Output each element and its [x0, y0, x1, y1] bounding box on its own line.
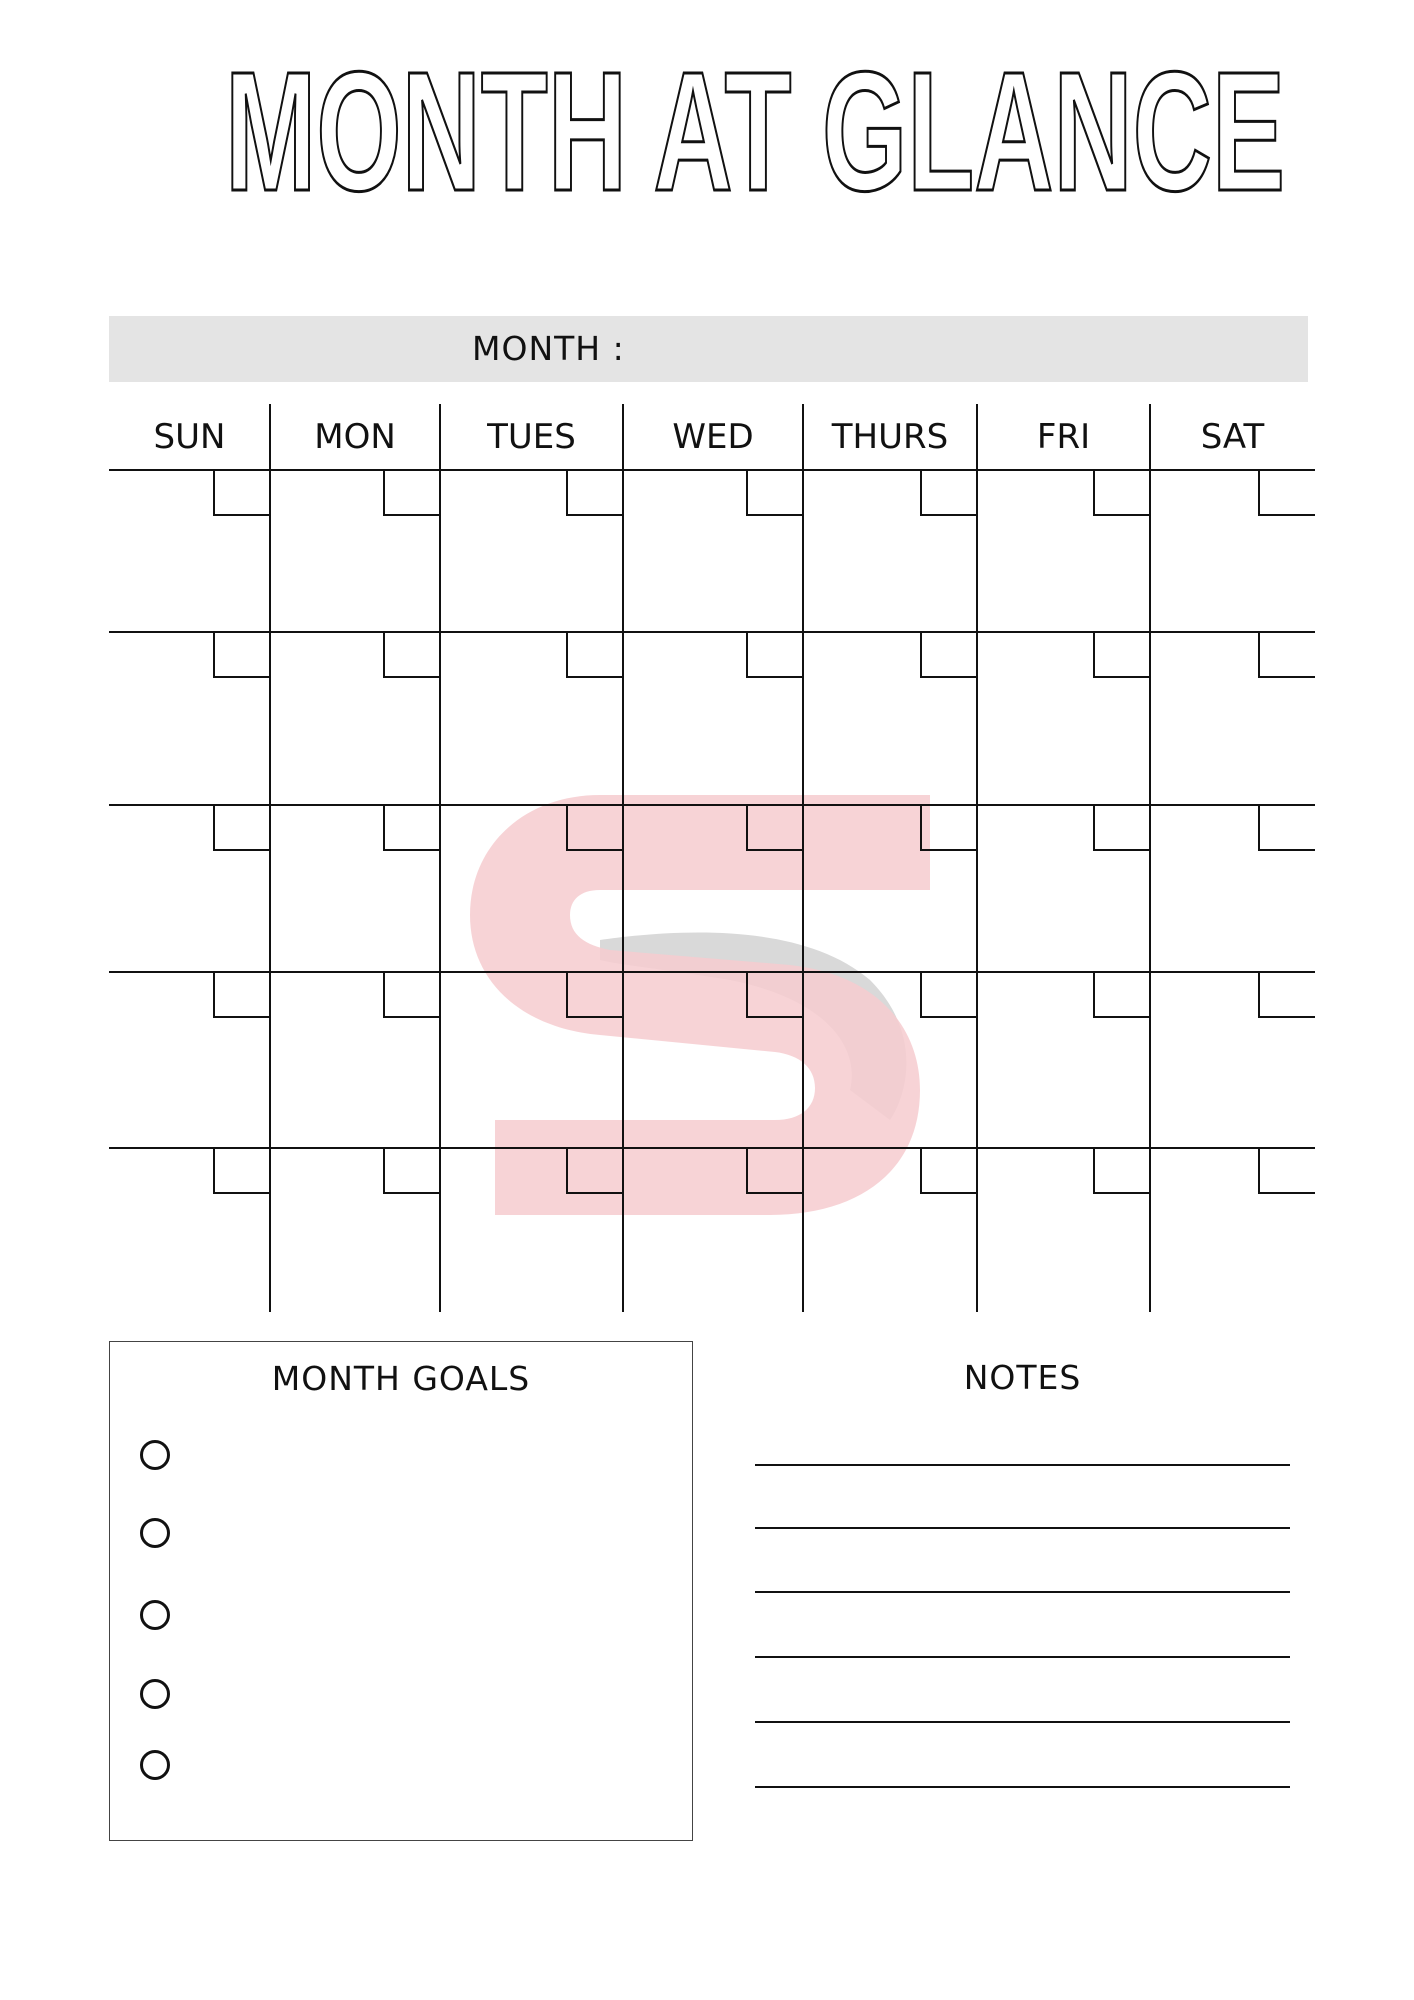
month-goals-box	[109, 1341, 693, 1841]
date-box[interactable]	[1259, 1148, 1315, 1193]
date-box[interactable]	[921, 470, 977, 515]
date-box[interactable]	[384, 632, 440, 677]
date-box[interactable]	[567, 632, 623, 677]
day-header-mon: MON	[314, 417, 396, 457]
date-box[interactable]	[214, 470, 270, 515]
date-box[interactable]	[1094, 632, 1150, 677]
goal-checkbox[interactable]	[140, 1518, 170, 1548]
date-box[interactable]	[567, 972, 623, 1017]
date-box[interactable]	[214, 972, 270, 1017]
date-box[interactable]	[1094, 972, 1150, 1017]
day-header-sun: SUN	[153, 417, 226, 457]
month-label: MONTH :	[472, 329, 625, 368]
date-box[interactable]	[921, 1148, 977, 1193]
day-header-thurs: THURS	[831, 417, 949, 457]
goal-checkbox[interactable]	[140, 1600, 170, 1630]
goal-checkbox[interactable]	[140, 1440, 170, 1470]
date-box[interactable]	[1094, 805, 1150, 850]
date-box[interactable]	[747, 632, 803, 677]
note-line[interactable]	[755, 1591, 1290, 1593]
note-line[interactable]	[755, 1464, 1290, 1466]
date-box[interactable]	[384, 470, 440, 515]
goal-checkbox[interactable]	[140, 1679, 170, 1709]
date-box[interactable]	[567, 805, 623, 850]
date-box[interactable]	[214, 1148, 270, 1193]
date-box[interactable]	[747, 805, 803, 850]
date-box[interactable]	[747, 470, 803, 515]
day-header-sat: SAT	[1200, 417, 1265, 457]
day-header-fri: FRI	[1036, 417, 1091, 457]
month-goals-title: MONTH GOALS	[271, 1359, 531, 1398]
day-header-wed: WED	[672, 417, 754, 457]
date-box[interactable]	[1094, 470, 1150, 515]
date-box[interactable]	[921, 972, 977, 1017]
date-box[interactable]	[1259, 470, 1315, 515]
day-header-tues: TUES	[487, 417, 576, 457]
goal-checkbox[interactable]	[140, 1750, 170, 1780]
date-box[interactable]	[921, 632, 977, 677]
date-box[interactable]	[384, 805, 440, 850]
date-box[interactable]	[384, 1148, 440, 1193]
note-line[interactable]	[755, 1656, 1290, 1658]
note-line[interactable]	[755, 1786, 1290, 1788]
date-box[interactable]	[1259, 805, 1315, 850]
date-box[interactable]	[214, 632, 270, 677]
date-box[interactable]	[567, 1148, 623, 1193]
date-box[interactable]	[567, 470, 623, 515]
date-box[interactable]	[921, 805, 977, 850]
date-box[interactable]	[1259, 972, 1315, 1017]
notes-title: NOTES	[963, 1358, 1082, 1397]
note-line[interactable]	[755, 1721, 1290, 1723]
date-box[interactable]	[1094, 1148, 1150, 1193]
page-title-text: MONTH AT GLANCE	[225, 58, 1285, 208]
date-box[interactable]	[747, 1148, 803, 1193]
date-box[interactable]	[384, 972, 440, 1017]
note-line[interactable]	[755, 1527, 1290, 1529]
date-box[interactable]	[747, 972, 803, 1017]
date-box[interactable]	[1259, 632, 1315, 677]
date-box[interactable]	[214, 805, 270, 850]
